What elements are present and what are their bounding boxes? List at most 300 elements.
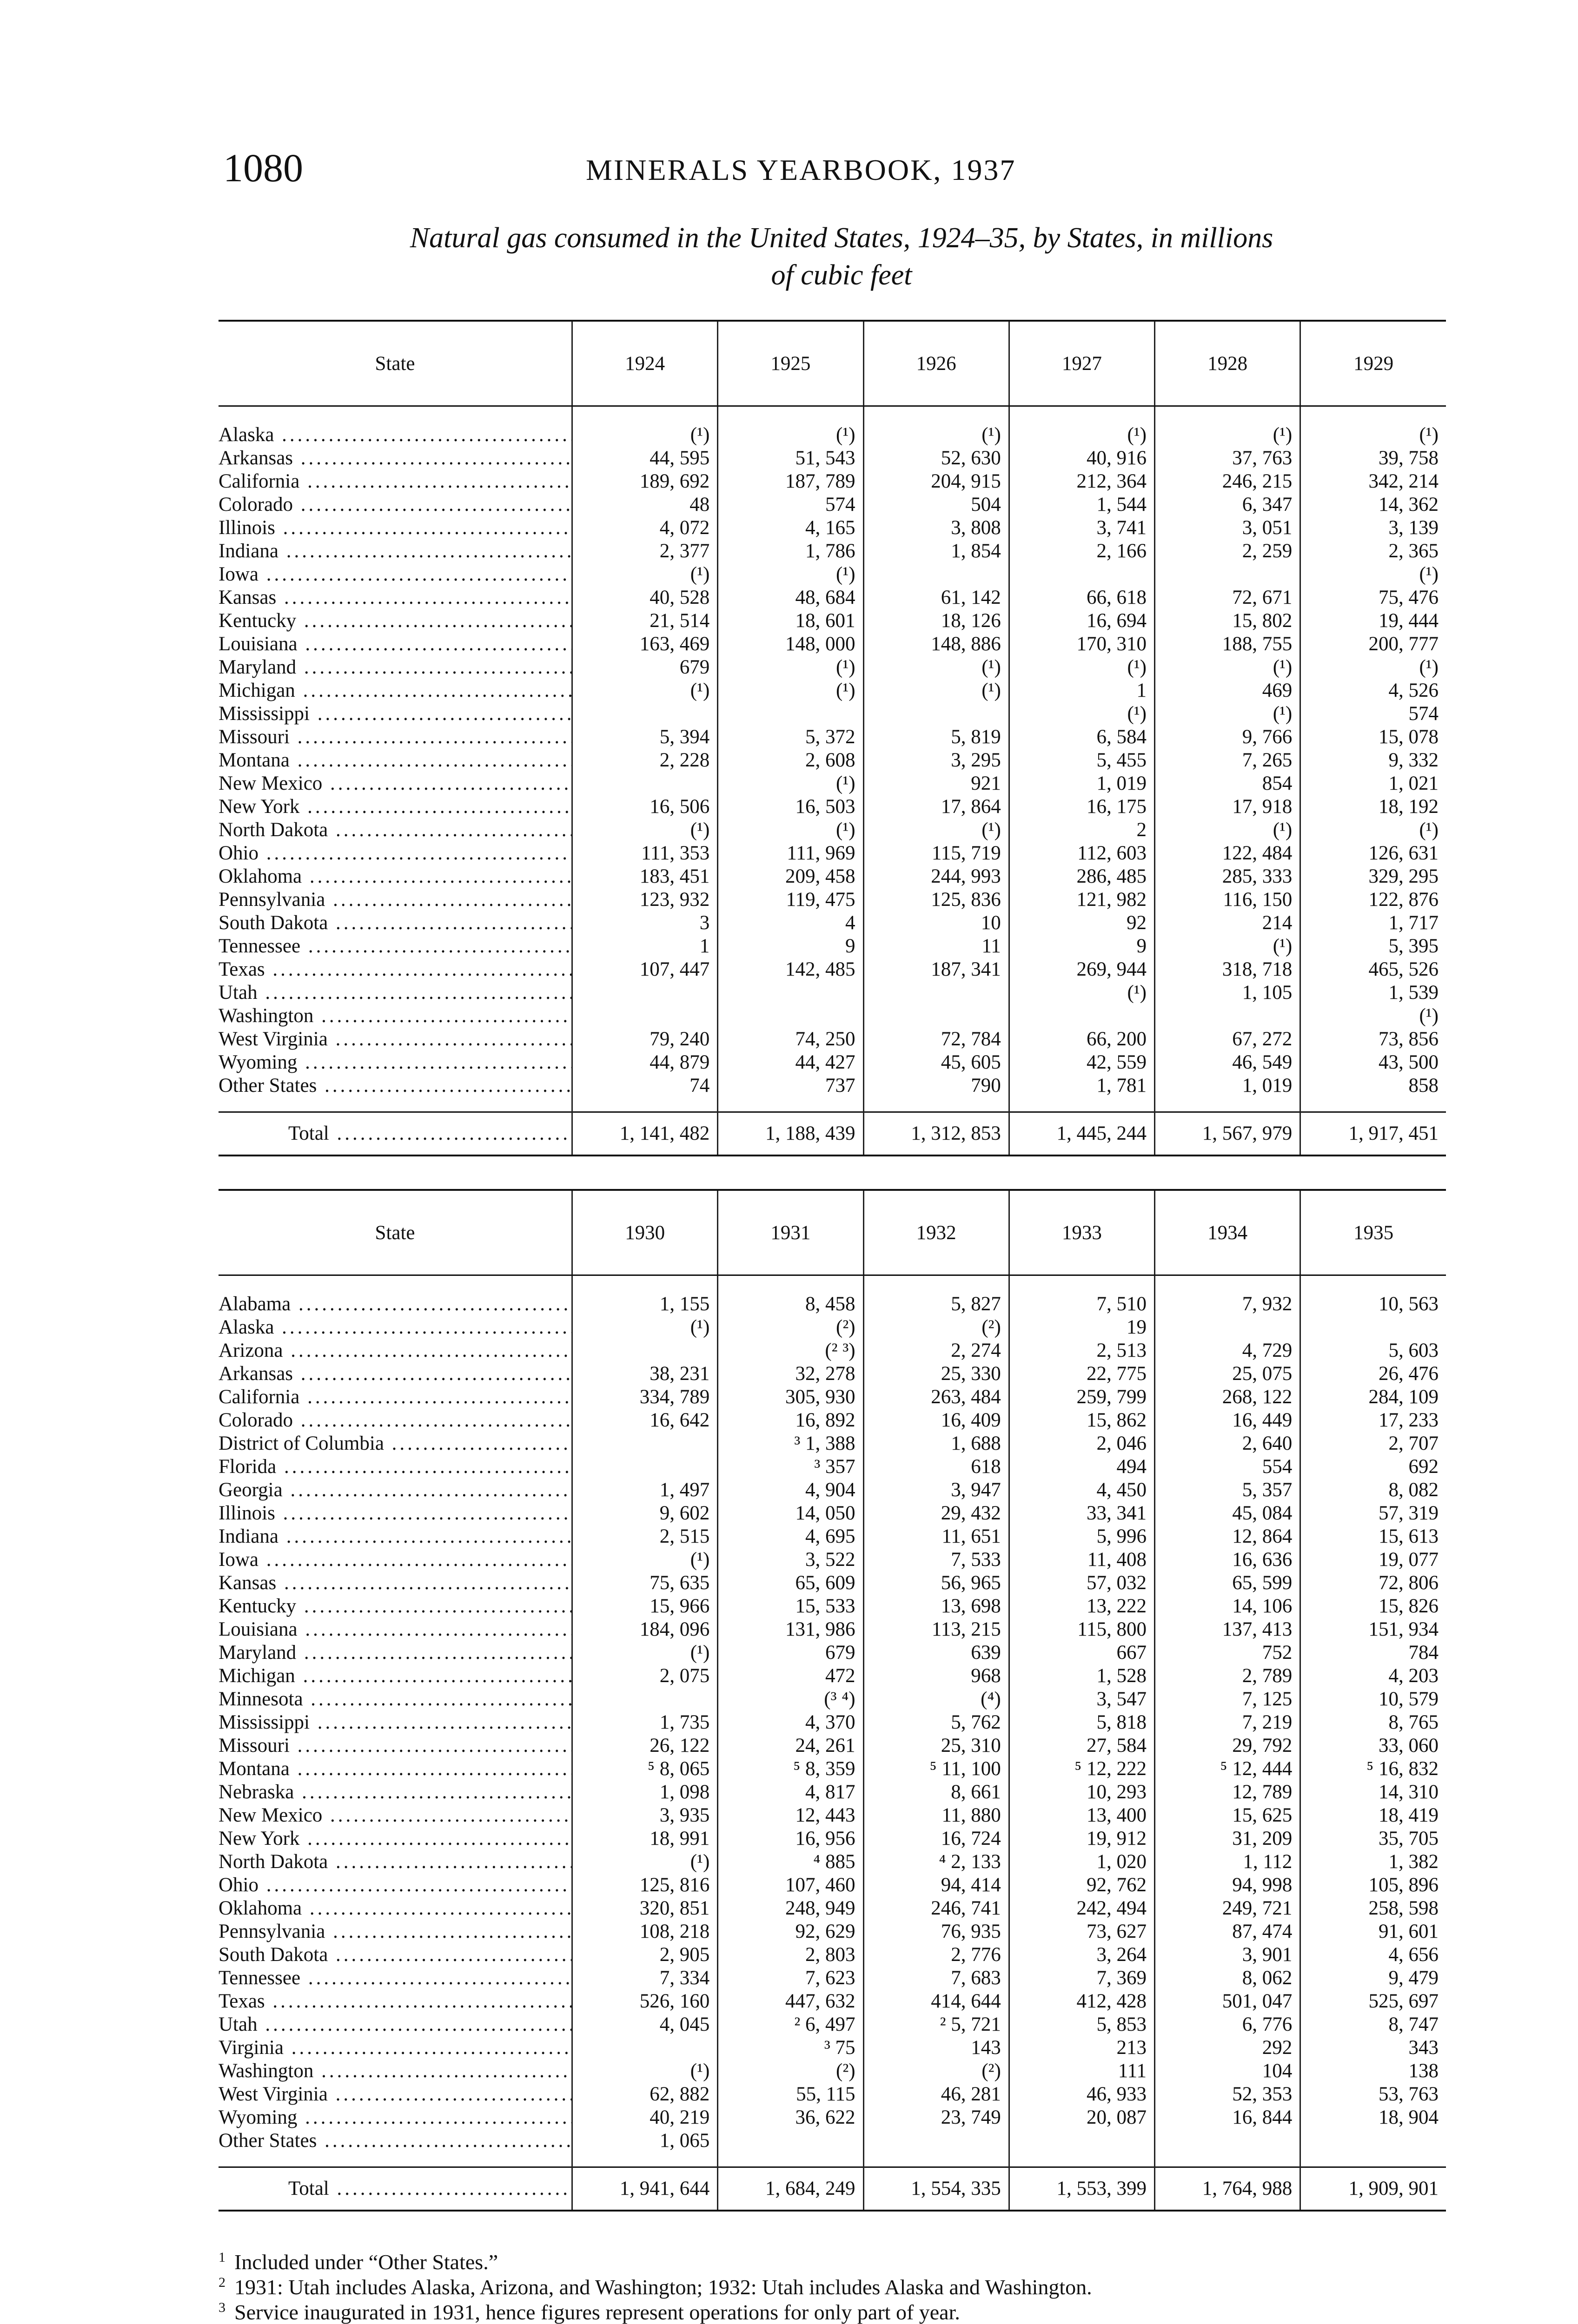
value-cell: 107, 460 xyxy=(718,1874,863,1897)
state-name: Maryland ..... xyxy=(219,656,571,679)
table-row xyxy=(219,1316,1446,1339)
value-cell: 1, 539 xyxy=(1300,981,1446,1004)
value-cell: 4, 450 xyxy=(1009,1479,1154,1502)
state-cell xyxy=(219,1571,572,1595)
value-cell: ⁵ 8, 359 xyxy=(718,1757,863,1781)
value-cell: 11, 880 xyxy=(863,1804,1009,1827)
state-name: Wyoming ..... xyxy=(219,2106,571,2129)
state-name: Other States ..... xyxy=(219,1074,571,1097)
state-cell xyxy=(219,1943,572,1967)
value-cell: 15, 862 xyxy=(1009,1409,1154,1432)
value-cell: 342, 214 xyxy=(1300,470,1446,493)
value-cell: 1, 497 xyxy=(572,1479,718,1502)
table-row xyxy=(219,749,1446,772)
value-cell: 472 xyxy=(718,1664,863,1688)
value-cell: 858 xyxy=(1300,1074,1446,1112)
value-cell: 5, 818 xyxy=(1009,1711,1154,1734)
value-cell: 18, 419 xyxy=(1300,1804,1446,1827)
value-cell: 10, 293 xyxy=(1009,1781,1154,1804)
value-cell: 469 xyxy=(1155,679,1300,702)
value-cell: 13, 222 xyxy=(1009,1595,1154,1618)
table-row xyxy=(219,1990,1446,2013)
value-cell: 4, 203 xyxy=(1300,1664,1446,1688)
table-row xyxy=(219,1641,1446,1664)
value-cell: 242, 494 xyxy=(1009,1897,1154,1920)
value-cell: 3, 139 xyxy=(1300,516,1446,540)
value-cell: 183, 451 xyxy=(572,865,718,888)
table-row xyxy=(219,1525,1446,1548)
value-cell: 6, 584 xyxy=(1009,726,1154,749)
value-cell xyxy=(1300,2129,1446,2167)
state-name: Florida ..... xyxy=(219,1455,571,1479)
state-cell xyxy=(219,842,572,865)
value-cell: 65, 609 xyxy=(718,1571,863,1595)
table-row xyxy=(219,1850,1446,1874)
value-cell: 170, 310 xyxy=(1009,633,1154,656)
value-cell: 2, 803 xyxy=(718,1943,863,1967)
value-cell: 8, 747 xyxy=(1300,2013,1446,2036)
state-cell xyxy=(219,1920,572,1943)
state-name: Iowa ..... xyxy=(219,563,571,586)
value-cell: (¹) xyxy=(1155,935,1300,958)
value-cell: 3, 264 xyxy=(1009,1943,1154,1967)
value-cell: 10, 579 xyxy=(1300,1688,1446,1711)
table-row xyxy=(219,819,1446,842)
value-cell: 9, 479 xyxy=(1300,1967,1446,1990)
state-name: Pennsylvania ..... xyxy=(219,888,571,911)
state-name: Kentucky ..... xyxy=(219,1595,571,1618)
state-cell xyxy=(219,772,572,795)
state-cell xyxy=(219,1316,572,1339)
value-cell: 138 xyxy=(1300,2060,1446,2083)
state-name: Missouri ..... xyxy=(219,1734,571,1757)
value-cell: 2, 515 xyxy=(572,1525,718,1548)
value-cell xyxy=(1009,1004,1154,1028)
table-row xyxy=(219,1409,1446,1432)
value-cell: 4, 370 xyxy=(718,1711,863,1734)
state-name: Georgia ..... xyxy=(219,1479,571,1502)
value-cell: ⁵ 16, 832 xyxy=(1300,1757,1446,1781)
value-cell: 40, 528 xyxy=(572,586,718,609)
state-name: Louisiana ..... xyxy=(219,1618,571,1641)
state-name: Texas ..... xyxy=(219,1990,571,2013)
table-row xyxy=(219,633,1446,656)
value-cell: 268, 122 xyxy=(1155,1386,1300,1409)
value-cell: ³ 1, 388 xyxy=(718,1432,863,1455)
value-cell: 66, 200 xyxy=(1009,1028,1154,1051)
value-cell: 115, 800 xyxy=(1009,1618,1154,1641)
value-cell: 62, 882 xyxy=(572,2083,718,2106)
state-cell xyxy=(219,470,572,493)
value-cell: ² 5, 721 xyxy=(863,2013,1009,2036)
table-row xyxy=(219,493,1446,516)
value-cell: 16, 694 xyxy=(1009,609,1154,633)
value-cell: 111, 353 xyxy=(572,842,718,865)
value-cell: 1, 021 xyxy=(1300,772,1446,795)
value-cell: 504 xyxy=(863,493,1009,516)
value-cell: 48, 684 xyxy=(718,586,863,609)
footnote-text: Included under “Other States.” xyxy=(234,2250,498,2274)
state-column-header: State xyxy=(219,1190,572,1275)
state-cell xyxy=(219,1074,572,1112)
state-name: District of Columbia ..... xyxy=(219,1432,571,1455)
value-cell: ³ 75 xyxy=(718,2036,863,2060)
value-cell: 639 xyxy=(863,1641,1009,1664)
value-cell: 692 xyxy=(1300,1455,1446,1479)
table-row xyxy=(219,1897,1446,1920)
value-cell: 259, 799 xyxy=(1009,1386,1154,1409)
state-cell xyxy=(219,1386,572,1409)
value-cell: 9 xyxy=(718,935,863,958)
page-number: 1080 xyxy=(223,145,303,190)
value-cell: 854 xyxy=(1155,772,1300,795)
value-cell: 11, 408 xyxy=(1009,1548,1154,1571)
value-cell: 123, 932 xyxy=(572,888,718,911)
table-row xyxy=(219,609,1446,633)
value-cell: (¹) xyxy=(1009,981,1154,1004)
table-row xyxy=(219,1455,1446,1479)
value-cell: 32, 278 xyxy=(718,1362,863,1386)
year-header-1926: 1926 xyxy=(863,321,1009,406)
value-cell: 2, 166 xyxy=(1009,540,1154,563)
table-row xyxy=(219,1548,1446,1571)
state-name: South Dakota ..... xyxy=(219,1943,571,1967)
value-cell: 3, 947 xyxy=(863,1479,1009,1502)
value-cell: 790 xyxy=(863,1074,1009,1112)
value-cell: 7, 334 xyxy=(572,1967,718,1990)
value-cell: 73, 627 xyxy=(1009,1920,1154,1943)
value-cell xyxy=(572,1339,718,1362)
value-cell: 7, 932 xyxy=(1155,1275,1300,1316)
value-cell: 4, 729 xyxy=(1155,1339,1300,1362)
value-cell xyxy=(572,2036,718,2060)
state-cell xyxy=(219,1734,572,1757)
total-value-cell: 1, 764, 988 xyxy=(1155,2167,1300,2211)
state-name: California ..... xyxy=(219,470,571,493)
table-row xyxy=(219,586,1446,609)
value-cell: 19 xyxy=(1009,1316,1154,1339)
value-cell: 8, 062 xyxy=(1155,1967,1300,1990)
total-row xyxy=(219,2167,1446,2211)
state-cell xyxy=(219,2060,572,2083)
state-cell xyxy=(219,1711,572,1734)
value-cell: ⁵ 11, 100 xyxy=(863,1757,1009,1781)
value-cell: 17, 864 xyxy=(863,795,1009,819)
value-cell: 105, 896 xyxy=(1300,1874,1446,1897)
state-name: Arkansas ..... xyxy=(219,1362,571,1386)
state-cell xyxy=(219,679,572,702)
value-cell: 246, 215 xyxy=(1155,470,1300,493)
total-value-cell: 1, 312, 853 xyxy=(863,1112,1009,1156)
value-cell: (¹) xyxy=(718,406,863,447)
total-value-cell: 1, 917, 451 xyxy=(1300,1112,1446,1156)
value-cell: 4, 072 xyxy=(572,516,718,540)
value-cell: ⁴ 2, 133 xyxy=(863,1850,1009,1874)
value-cell xyxy=(718,702,863,726)
table-row xyxy=(219,888,1446,911)
value-cell: 35, 705 xyxy=(1300,1827,1446,1850)
value-cell: 74 xyxy=(572,1074,718,1112)
value-cell: 5, 819 xyxy=(863,726,1009,749)
value-cell: 18, 601 xyxy=(718,609,863,633)
state-cell xyxy=(219,1275,572,1316)
state-cell xyxy=(219,1502,572,1525)
value-cell: 292 xyxy=(1155,2036,1300,2060)
value-cell: 4 xyxy=(718,911,863,935)
state-cell xyxy=(219,563,572,586)
table-row xyxy=(219,981,1446,1004)
value-cell: (¹) xyxy=(572,819,718,842)
table-caption xyxy=(260,219,1423,294)
value-cell: 1, 781 xyxy=(1009,1074,1154,1112)
value-cell: 19, 912 xyxy=(1009,1827,1154,1850)
state-cell xyxy=(219,1004,572,1028)
value-cell: (¹) xyxy=(1009,406,1154,447)
value-cell: 42, 559 xyxy=(1009,1051,1154,1074)
table-row xyxy=(219,1943,1446,1967)
value-cell: 187, 341 xyxy=(863,958,1009,981)
value-cell: 52, 353 xyxy=(1155,2083,1300,2106)
table-row xyxy=(219,1432,1446,1455)
value-cell: 18, 192 xyxy=(1300,795,1446,819)
state-name: Wyoming ..... xyxy=(219,1051,571,1074)
table-row xyxy=(219,679,1446,702)
value-cell: 4, 656 xyxy=(1300,1943,1446,1967)
value-cell: 2, 789 xyxy=(1155,1664,1300,1688)
value-cell: 12, 789 xyxy=(1155,1781,1300,1804)
state-name: Maryland ..... xyxy=(219,1641,571,1664)
state-cell xyxy=(219,1028,572,1051)
value-cell: 269, 944 xyxy=(1009,958,1154,981)
value-cell: (¹) xyxy=(1155,406,1300,447)
value-cell: 188, 755 xyxy=(1155,633,1300,656)
value-cell: 15, 802 xyxy=(1155,609,1300,633)
value-cell: 48 xyxy=(572,493,718,516)
table-row xyxy=(219,563,1446,586)
value-cell: ⁵ 12, 222 xyxy=(1009,1757,1154,1781)
table-row xyxy=(219,2060,1446,2083)
value-cell: ⁴ 885 xyxy=(718,1850,863,1874)
value-cell: 10, 563 xyxy=(1300,1275,1446,1316)
caption-line-2: of cubic feet xyxy=(771,259,912,291)
value-cell: 76, 935 xyxy=(863,1920,1009,1943)
footnotes xyxy=(219,2250,1427,2324)
table-row xyxy=(219,1827,1446,1850)
value-cell: 249, 721 xyxy=(1155,1897,1300,1920)
value-cell: 33, 341 xyxy=(1009,1502,1154,1525)
value-cell: 305, 930 xyxy=(718,1386,863,1409)
value-cell: 111 xyxy=(1009,2060,1154,2083)
state-cell xyxy=(219,586,572,609)
value-cell xyxy=(863,563,1009,586)
state-cell xyxy=(219,726,572,749)
value-cell xyxy=(718,981,863,1004)
state-cell xyxy=(219,1827,572,1850)
value-cell: 19, 444 xyxy=(1300,609,1446,633)
state-name: Illinois ..... xyxy=(219,1502,571,1525)
value-cell: (¹) xyxy=(1009,656,1154,679)
state-cell xyxy=(219,1757,572,1781)
value-cell: (¹) xyxy=(718,656,863,679)
value-cell: 11 xyxy=(863,935,1009,958)
value-cell: 25, 330 xyxy=(863,1362,1009,1386)
value-cell: 2, 707 xyxy=(1300,1432,1446,1455)
value-cell: 27, 584 xyxy=(1009,1734,1154,1757)
value-cell: 2, 228 xyxy=(572,749,718,772)
table-row xyxy=(219,1734,1446,1757)
value-cell: 209, 458 xyxy=(718,865,863,888)
value-cell: 61, 142 xyxy=(863,586,1009,609)
table-1924-1929 xyxy=(219,320,1446,1156)
value-cell: 94, 414 xyxy=(863,1874,1009,1897)
value-cell: 7, 219 xyxy=(1155,1711,1300,1734)
state-name: North Dakota ..... xyxy=(219,1850,571,1874)
value-cell: 18, 126 xyxy=(863,609,1009,633)
value-cell: 125, 816 xyxy=(572,1874,718,1897)
value-cell: (¹) xyxy=(863,406,1009,447)
value-cell: 17, 918 xyxy=(1155,795,1300,819)
value-cell: (¹) xyxy=(1300,563,1446,586)
state-name: Washington ..... xyxy=(219,2060,571,2083)
value-cell: 73, 856 xyxy=(1300,1028,1446,1051)
value-cell: 72, 671 xyxy=(1155,586,1300,609)
table-row xyxy=(219,1781,1446,1804)
value-cell: 284, 109 xyxy=(1300,1386,1446,1409)
state-name: Alaska ..... xyxy=(219,423,571,447)
value-cell: 24, 261 xyxy=(718,1734,863,1757)
value-cell: 200, 777 xyxy=(1300,633,1446,656)
value-cell: 15, 533 xyxy=(718,1595,863,1618)
running-head: MINERALS YEARBOOK, 1937 xyxy=(586,153,1016,186)
value-cell: 6, 347 xyxy=(1155,493,1300,516)
total-label-cell xyxy=(219,2167,572,2211)
value-cell: (²) xyxy=(718,1316,863,1339)
table-row xyxy=(219,842,1446,865)
value-cell: 3, 051 xyxy=(1155,516,1300,540)
table-row xyxy=(219,1618,1446,1641)
value-cell: 525, 697 xyxy=(1300,1990,1446,2013)
total-label: Total ..... xyxy=(219,1113,571,1155)
value-cell: 1, 717 xyxy=(1300,911,1446,935)
state-name: Indiana ..... xyxy=(219,1525,571,1548)
value-cell: 21, 514 xyxy=(572,609,718,633)
value-cell: 45, 084 xyxy=(1155,1502,1300,1525)
state-name: Nebraska ..... xyxy=(219,1781,571,1804)
table-row xyxy=(219,2106,1446,2129)
value-cell: ² 6, 497 xyxy=(718,2013,863,2036)
value-cell: 14, 310 xyxy=(1300,1781,1446,1804)
value-cell: 163, 469 xyxy=(572,633,718,656)
value-cell: 5, 455 xyxy=(1009,749,1154,772)
state-cell xyxy=(219,2036,572,2060)
value-cell: 189, 692 xyxy=(572,470,718,493)
value-cell: (¹) xyxy=(1300,656,1446,679)
value-cell: 4, 045 xyxy=(572,2013,718,2036)
state-name: New Mexico ..... xyxy=(219,1804,571,1827)
state-name: Kansas ..... xyxy=(219,1571,571,1595)
value-cell: 107, 447 xyxy=(572,958,718,981)
value-cell: 1, 105 xyxy=(1155,981,1300,1004)
value-cell: 57, 032 xyxy=(1009,1571,1154,1595)
table-row xyxy=(219,2083,1446,2106)
value-cell: 3, 935 xyxy=(572,1804,718,1827)
gas-consumption-table-1924-1929 xyxy=(219,320,1446,1156)
state-name: Ohio ..... xyxy=(219,1874,571,1897)
state-name: Arizona ..... xyxy=(219,1339,571,1362)
value-cell: 3, 901 xyxy=(1155,1943,1300,1967)
value-cell xyxy=(1009,2129,1154,2167)
total-label: Total ..... xyxy=(219,2168,571,2210)
value-cell: 752 xyxy=(1155,1641,1300,1664)
state-cell xyxy=(219,888,572,911)
value-cell: 44, 879 xyxy=(572,1051,718,1074)
year-header-1934: 1934 xyxy=(1155,1190,1300,1275)
state-cell xyxy=(219,1781,572,1804)
value-cell: 16, 956 xyxy=(718,1827,863,1850)
state-name: Colorado ..... xyxy=(219,1409,571,1432)
value-cell: 19, 077 xyxy=(1300,1548,1446,1571)
value-cell: (¹) xyxy=(718,563,863,586)
value-cell: 65, 599 xyxy=(1155,1571,1300,1595)
state-cell xyxy=(219,865,572,888)
value-cell: 7, 623 xyxy=(718,1967,863,1990)
value-cell xyxy=(718,1004,863,1028)
value-cell: 16, 175 xyxy=(1009,795,1154,819)
state-cell xyxy=(219,935,572,958)
value-cell: 921 xyxy=(863,772,1009,795)
value-cell: 3 xyxy=(572,911,718,935)
value-cell: 574 xyxy=(1300,702,1446,726)
value-cell: (¹) xyxy=(718,772,863,795)
value-cell: 4, 817 xyxy=(718,1781,863,1804)
year-header-1924: 1924 xyxy=(572,321,718,406)
value-cell: 119, 475 xyxy=(718,888,863,911)
value-cell: 17, 233 xyxy=(1300,1409,1446,1432)
value-cell: 2, 640 xyxy=(1155,1432,1300,1455)
value-cell: 5, 996 xyxy=(1009,1525,1154,1548)
value-cell xyxy=(863,1004,1009,1028)
total-value-cell: 1, 684, 249 xyxy=(718,2167,863,2211)
value-cell: 23, 749 xyxy=(863,2106,1009,2129)
value-cell: 25, 075 xyxy=(1155,1362,1300,1386)
table-row xyxy=(219,1874,1446,1897)
value-cell: 137, 413 xyxy=(1155,1618,1300,1641)
value-cell: 13, 698 xyxy=(863,1595,1009,1618)
value-cell: 92, 629 xyxy=(718,1920,863,1943)
value-cell: 244, 993 xyxy=(863,865,1009,888)
value-cell: 554 xyxy=(1155,1455,1300,1479)
value-cell: 737 xyxy=(718,1074,863,1112)
value-cell: 122, 876 xyxy=(1300,888,1446,911)
state-cell xyxy=(219,1897,572,1920)
year-header-1935: 1935 xyxy=(1300,1190,1446,1275)
state-cell xyxy=(219,1362,572,1386)
value-cell xyxy=(863,981,1009,1004)
value-cell: 7, 533 xyxy=(863,1548,1009,1571)
value-cell: 20, 087 xyxy=(1009,2106,1154,2129)
value-cell: 1, 528 xyxy=(1009,1664,1154,1688)
value-cell: 14, 106 xyxy=(1155,1595,1300,1618)
total-value-cell: 1, 553, 399 xyxy=(1009,2167,1154,2211)
value-cell: 40, 219 xyxy=(572,2106,718,2129)
value-cell: 91, 601 xyxy=(1300,1920,1446,1943)
value-cell: 16, 506 xyxy=(572,795,718,819)
value-cell: (¹) xyxy=(1155,656,1300,679)
value-cell: 2, 365 xyxy=(1300,540,1446,563)
value-cell: 1, 020 xyxy=(1009,1850,1154,1874)
value-cell: 1, 735 xyxy=(572,1711,718,1734)
year-header-1931: 1931 xyxy=(718,1190,863,1275)
